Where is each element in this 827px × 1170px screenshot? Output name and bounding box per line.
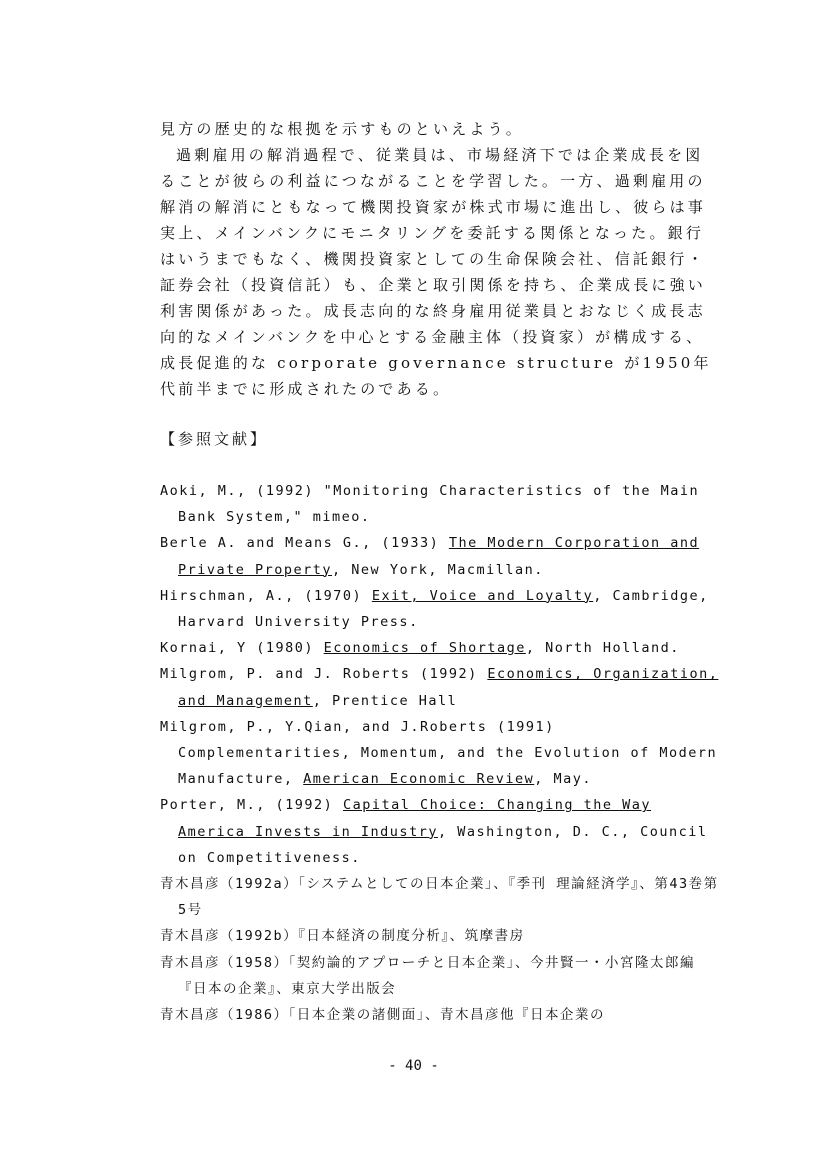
- reference-item: Porter, M., (1992) Capital Choice: Changing the Way America Invests in Industry, Washington, D. C., Council on Competitiveness.: [160, 797, 708, 866]
- references-heading: 【参照文献】: [160, 430, 269, 448]
- reference-item: Berle A. and Means G., (1933) The Modern Corporation and Private Property, New York, Macmillan.: [160, 535, 700, 578]
- reference-item: 青木昌彦（1992b）『日本経済の制度分析』、筑摩書房: [160, 928, 525, 945]
- paragraph-2: 過剰雇用の解消過程で、従業員は、市場経済下では企業成長を図ることが彼らの利益につながることを学習した。一方、過剰雇用の解消の解消にともなって機関投資家が株式市場に進出し、彼らは事実上、メインバンクにモニタリングを委託する関係となった。銀行はいうまでもなく、機関投資家としての生命保険会社、信託銀行・証券会社（投資信託）も、企業と取引関係を持ち、企業成長に強い利害関係があった。成長志向的な終身雇用従業員とおなじく成長志向的なメインバンクを中心とする金融主体（投資家）が構成する、成長促進的な corporate governance structure が1950年代前半までに形成されたのである。: [160, 146, 712, 398]
- references-list: [160, 478, 720, 1028]
- reference-item: 青木昌彦（1992a）「システムとしての日本企業」、『季刊 理論経済学』、第43巻第5号: [160, 876, 719, 919]
- reference-item: Aoki, M., (1992) "Monitoring Characteristics of the Main Bank System," mimeo.: [160, 483, 700, 526]
- paragraph-1: 見方の歴史的な根拠を示すものといえよう。: [160, 120, 525, 138]
- reference-item: 青木昌彦（1986）「日本企業の諸側面」、青木昌彦他『日本企業の: [160, 1007, 606, 1024]
- reference-item: Milgrom, P. and J. Roberts (1992) Economics, Organization, and Management, Prentice Hall: [160, 666, 719, 709]
- reference-item: Hirschman, A., (1970) Exit, Voice and Loyalty, Cambridge, Harvard University Press.: [160, 587, 709, 631]
- body-text: [160, 116, 720, 402]
- reference-item: Milgrom, P., Y.Qian, and J.Roberts (1991) Complementarities, Momentum, and the Evolution of Modern Manufacture, American Economic Review, May.: [160, 718, 718, 788]
- page-number: - 40 -: [388, 1058, 439, 1074]
- reference-item: 青木昌彦（1958）「契約論的アプローチと日本企業」、今井賢一・小宮隆太郎編『日本の企業』、東京大学出版会: [160, 954, 696, 997]
- reference-item: Kornai, Y (1980) Economics of Shortage, North Holland.: [160, 640, 680, 657]
